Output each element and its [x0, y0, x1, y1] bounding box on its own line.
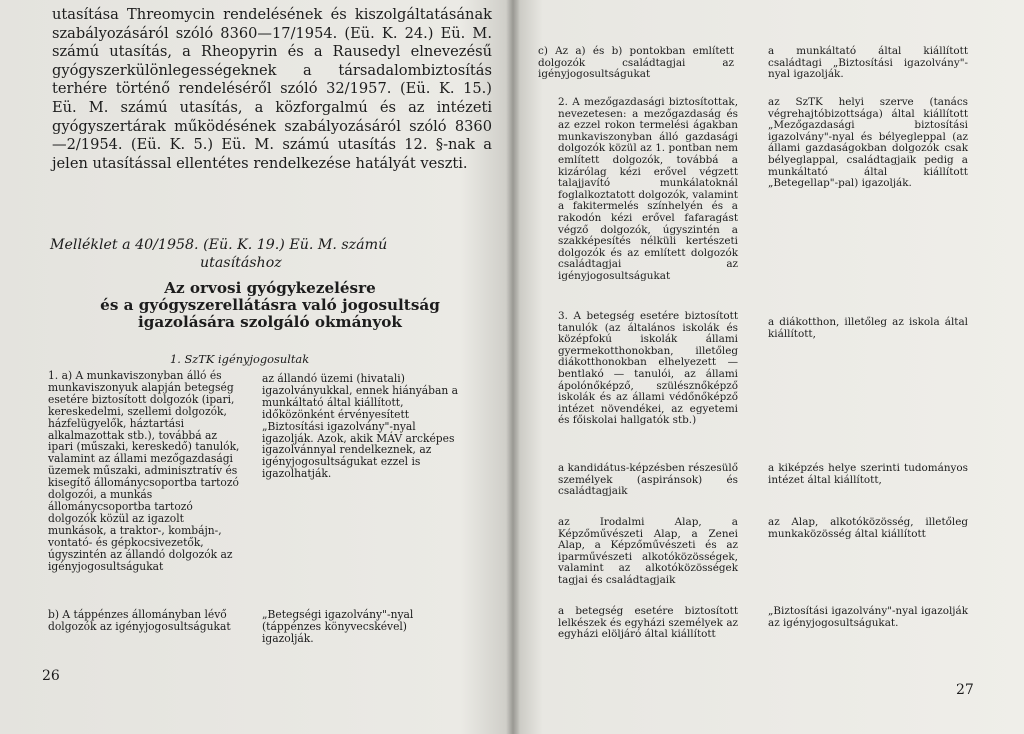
title-line1: Az orvosi gyógykezelésre [164, 279, 376, 297]
annex-heading-line2: utasításhoz [200, 255, 282, 271]
entry-6-left: a betegség esetére biztosított lelkészek és egyházi személyek az egyházi elöljáró által kiállított [558, 605, 738, 641]
entry-2-left: 2. A mezőgazdasági biztosítottak, nevezetesen: a mezőgazdaság és az ezzel rokon termelési ágakban munkaviszonyban álló gazdasági dolgozók közül az 1. pontban nem említett dolgozók, továbbá a kizárólag kézi erővel végzett talajjavító munkálatoknál foglalkoztatott dolgozók, valamint a fakitermelés színhelyén és a rakodón kézi erővel fafaragást végző dolgozók, úgyszintén a szakképesítés nélküli kertészeti dolgozók és az említett dolgozók családtagjai az igényjogosultságukat [558, 96, 738, 282]
right-page [516, 0, 1024, 734]
section-heading: 1. SzTK igényjogosultak [170, 352, 310, 366]
page-number-left: 26 [42, 668, 60, 684]
entry-5-left: az Irodalmi Alap, a Képzőművészeti Alap, a Zenei Alap, a Képzőművészeti és az iparművészeti alkotóközösségek, valamint az alkotóközösségek tagjai és családtagjaik [558, 516, 738, 586]
entry-1c-right: a munkáltató által kiállított családtagi „Biztosítási igazolvány"-nyal igazolják. [768, 45, 968, 81]
annex-heading [50, 236, 480, 272]
intro-paragraph: utasítása Threomycin rendelésének és kiszolgáltatásának szabályozásáról szóló 8360—17/1954. (Eü. K. 24.) Eü. M. számú utasítás, a Rheopyrin és a Rausedyl elnevezésű gyógyszerkülönlegességeknek a társadalombiztosítás terhére történő rendeléséről szóló 32/1957. (Eü. K. 15.) Eü. M. számú utasítás, a közforgalmú és az intézeti gyógyszertárak működésének szabályozásáról szóló 8360—2/1954. (Eü. K. 5.) Eü. M. számú utasítás 12. §-nak a jelen utasítással ellentétes rendelkezése hatályát veszti. [52, 6, 492, 172]
right-col-1b: „Betegségi igazolvány"-nyal (táppénzes könyvecskével) igazolják. [262, 608, 414, 645]
entry-4-right: a kiképzés helye szerinti tudományos intézet által kiállított, [768, 462, 968, 486]
title-line2: és a gyógyszerellátásra való jogosultság [100, 296, 440, 314]
left-page [0, 0, 510, 734]
entry-1c-left: c) Az a) és b) pontokban említett dolgozók családtagjai az igényjogosultságukat [538, 45, 734, 81]
document-title [60, 280, 480, 331]
left-col-1a: 1. a) A munkaviszonyban álló és munkaviszonyuk alapján betegség esetére biztosított dolgozók (ipari, kereskedelmi, szellemi dolgozók, házfelügyelők, háztartási alkalmazottak stb.), továbbá az ipari (műszaki, kereskedő) tanulók, valamint az állami mezőgazdasági üzemek műszaki, adminisztratív és kisegítő állománycsoportba tartozó dolgozói, a munkás állománycsoportba tartozó dolgozók közül az igazolt munkások, a traktor-, kombájn-, vontató- és gépkocsivezetők, úgyszintén az állandó dolgozók az igényjogosultságukat [48, 369, 240, 573]
title-line3: igazolására szolgáló okmányok [138, 313, 402, 331]
annex-heading-line1: Melléklet a 40/1958. (Eü. K. 19.) Eü. M. számú [50, 237, 388, 253]
right-col-1a: az állandó üzemi (hivatali) igazolványukkal, ennek hiányában a munkáltató által kiállított, időközönként érvényesített „Biztosítási igazolvány"-nyal igazolják. Azok, akik MÁV arcképes igazolvánnyal rendelkeznek, az igényjogosultságukat ezzel is igazolhatják. [262, 372, 458, 481]
left-col-1b: b) A táppénzes állományban lévő dolgozók az igényjogosultságukat [48, 608, 231, 633]
entry-6-right: „Biztosítási igazolvány"-nyal igazolják az igényjogosultságukat. [768, 605, 968, 629]
entry-3-right: a diákotthon, illetőleg az iskola által kiállított, [768, 316, 968, 340]
page-number-right: 27 [956, 682, 974, 698]
entry-4-left: a kandidátus-képzésben részesülő személyek (aspiránsok) és családtagjaik [558, 462, 738, 498]
entry-3-left: 3. A betegség esetére biztosított tanulók (az általános iskolák és középfokú iskolák állami gyermekotthonokban, illetőleg diákotthonokban elhelyezett — bentlakó — tanulói, az állami ápolónőképző, szülésznőképző iskolák és az állami védőnőképző intézet növendékei, az egyetemi és főiskolai hallgatók stb.) [558, 310, 738, 427]
entry-5-right: az Alap, alkotóközösség, illetőleg munkaközösség által kiállított [768, 516, 968, 540]
entry-2-right: az SzTK helyi szerve (tanács végrehajtóbizottsága) által kiállított „Mezőgazdasági biztosítási igazolvány"-nyal és bélyegleppal (az állami gazdaságokban dolgozók csak bélyeglappal, családtagjaik pedig a munkáltató által kiállított „Betegellap"-pal) igazolják. [768, 96, 968, 190]
